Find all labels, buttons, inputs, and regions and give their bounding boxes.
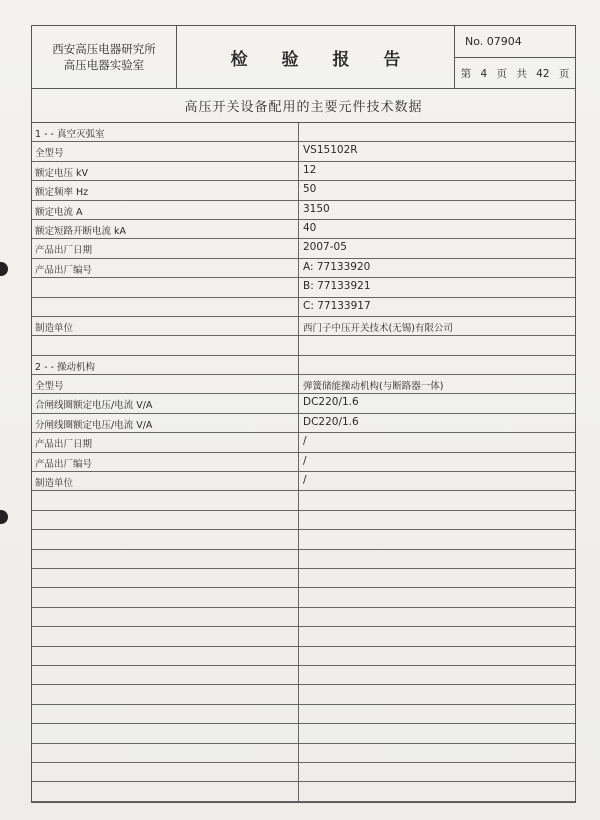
page-indicator: 第 4 页 共 42 页 bbox=[460, 67, 570, 80]
table-row bbox=[32, 433, 575, 452]
row-label: 1 - - 真空灭弧室 bbox=[32, 123, 299, 141]
row-value bbox=[299, 530, 579, 550]
row-value bbox=[299, 627, 579, 647]
row-label bbox=[32, 336, 299, 354]
row-value bbox=[299, 724, 579, 744]
row-value bbox=[299, 608, 579, 628]
table-row bbox=[32, 239, 575, 258]
table-row bbox=[32, 530, 575, 549]
row-label bbox=[32, 782, 299, 800]
row-value: B: 77133921 bbox=[303, 280, 371, 293]
row-value bbox=[299, 588, 579, 608]
row-label: 额定短路开断电流 kA bbox=[32, 220, 299, 238]
row-value: VS15102R bbox=[303, 144, 358, 157]
row-label: 额定频率 Hz bbox=[32, 181, 299, 199]
row-value bbox=[299, 744, 579, 764]
punch-hole bbox=[0, 262, 8, 276]
row-value bbox=[299, 782, 579, 802]
row-label bbox=[32, 627, 299, 645]
row-label bbox=[32, 666, 299, 684]
table-row bbox=[32, 336, 575, 355]
table-row bbox=[32, 356, 575, 375]
row-value bbox=[299, 685, 579, 705]
row-value bbox=[299, 491, 579, 511]
table-row bbox=[32, 181, 575, 200]
table-row bbox=[32, 414, 575, 433]
row-label bbox=[32, 550, 299, 568]
row-label: 全型号 bbox=[32, 375, 299, 393]
row-label: 产品出厂日期 bbox=[32, 239, 299, 257]
table-row bbox=[32, 394, 575, 413]
row-label: 产品出厂日期 bbox=[32, 433, 299, 451]
table-row bbox=[32, 472, 575, 491]
report-header bbox=[31, 25, 576, 89]
table-row bbox=[32, 259, 575, 278]
table-body bbox=[32, 123, 575, 802]
row-value: DC220/1.6 bbox=[303, 415, 359, 428]
row-label bbox=[32, 763, 299, 781]
table-row bbox=[32, 123, 575, 142]
table-row bbox=[32, 569, 575, 588]
row-value bbox=[299, 763, 579, 783]
punch-hole bbox=[0, 510, 8, 524]
row-value: 弹簧储能操动机构(与断路器一体) bbox=[303, 381, 444, 393]
row-value bbox=[299, 336, 579, 356]
org-name-line1: 西安高压电器研究所 bbox=[52, 42, 156, 56]
row-label: 分闸线圈额定电压/电流 V/A bbox=[32, 414, 299, 432]
table-row bbox=[32, 162, 575, 181]
row-label bbox=[32, 705, 299, 723]
report-meta bbox=[455, 26, 575, 88]
row-label: 全型号 bbox=[32, 142, 299, 160]
table-row bbox=[32, 298, 575, 317]
row-value: 3150 bbox=[303, 202, 330, 215]
org-name-line2: 高压电器实验室 bbox=[63, 58, 145, 72]
table-row bbox=[32, 627, 575, 646]
row-label bbox=[32, 511, 299, 529]
table-row bbox=[32, 220, 575, 239]
table-row bbox=[32, 375, 575, 394]
component-data-table bbox=[31, 89, 576, 803]
row-label: 合闸线圈额定电压/电流 V/A bbox=[32, 394, 299, 412]
row-value: 50 bbox=[303, 183, 317, 196]
row-label: 额定电流 A bbox=[32, 201, 299, 219]
report-number: No. 07904 bbox=[455, 26, 575, 58]
row-value: DC220/1.6 bbox=[303, 396, 359, 409]
row-value bbox=[299, 356, 579, 376]
row-label bbox=[32, 569, 299, 587]
row-value: 40 bbox=[303, 221, 317, 234]
table-row bbox=[32, 453, 575, 472]
table-row bbox=[32, 317, 575, 336]
table-row bbox=[32, 142, 575, 161]
row-value bbox=[299, 569, 579, 589]
row-value: / bbox=[303, 474, 307, 487]
row-label bbox=[32, 298, 299, 316]
table-row bbox=[32, 724, 575, 743]
row-value bbox=[299, 511, 579, 531]
row-value: 12 bbox=[303, 163, 317, 176]
row-label bbox=[32, 608, 299, 626]
row-label: 制造单位 bbox=[32, 472, 299, 490]
table-row bbox=[32, 588, 575, 607]
table-row bbox=[32, 491, 575, 510]
table-row bbox=[32, 201, 575, 220]
table-row bbox=[32, 550, 575, 569]
row-label bbox=[32, 588, 299, 606]
table-row bbox=[32, 705, 575, 724]
row-label bbox=[32, 278, 299, 296]
row-label: 额定电压 kV bbox=[32, 162, 299, 180]
row-value: C: 77133917 bbox=[303, 299, 371, 312]
row-label: 制造单位 bbox=[32, 317, 299, 335]
row-label bbox=[32, 744, 299, 762]
row-value bbox=[299, 550, 579, 570]
row-label bbox=[32, 491, 299, 509]
row-label bbox=[32, 685, 299, 703]
table-row bbox=[32, 744, 575, 763]
table-row bbox=[32, 608, 575, 627]
row-label bbox=[32, 724, 299, 742]
row-value bbox=[299, 647, 579, 667]
report-title: 检 验 报 告 bbox=[177, 26, 455, 88]
table-row bbox=[32, 647, 575, 666]
row-value: 西门子中压开关技术(无锡)有限公司 bbox=[303, 322, 453, 334]
table-row bbox=[32, 782, 575, 801]
row-label bbox=[32, 530, 299, 548]
table-row bbox=[32, 685, 575, 704]
row-label bbox=[32, 647, 299, 665]
row-value: 2007-05 bbox=[303, 241, 347, 254]
table-row bbox=[32, 278, 575, 297]
table-row bbox=[32, 666, 575, 685]
organization-cell bbox=[32, 26, 177, 88]
table-row bbox=[32, 763, 575, 782]
row-label: 2 - - 操动机构 bbox=[32, 356, 299, 374]
row-value: / bbox=[303, 435, 307, 448]
row-value: A: 77133920 bbox=[303, 260, 371, 273]
row-label: 产品出厂编号 bbox=[32, 453, 299, 471]
table-row bbox=[32, 511, 575, 530]
row-value bbox=[299, 666, 579, 686]
table-title: 高压开关设备配用的主要元件技术数据 bbox=[32, 89, 575, 123]
row-value: / bbox=[303, 454, 307, 467]
row-value bbox=[299, 705, 579, 725]
row-label: 产品出厂编号 bbox=[32, 259, 299, 277]
row-value bbox=[299, 123, 579, 143]
